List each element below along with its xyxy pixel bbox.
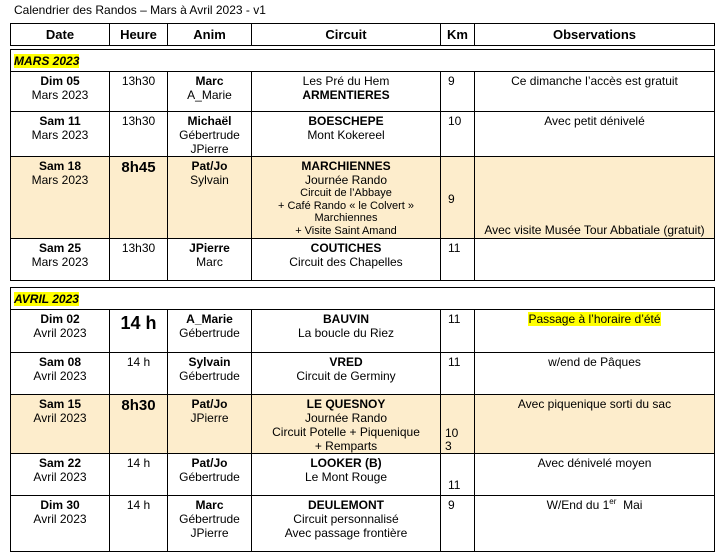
row-km: 11 (448, 355, 461, 369)
row-anim: Marc (195, 498, 224, 512)
document-title: Calendrier des Randos – Mars à Avril 2023 - v1 (14, 3, 266, 17)
row-day: Sam 11 (39, 114, 81, 128)
row-circuit: LE QUESNOY (306, 397, 386, 411)
row-day: Sam 08 (38, 355, 82, 369)
row-circuit: Mont Kokereel (307, 128, 385, 142)
row-anim: Gébertrude (179, 326, 240, 340)
row-day: Dim 05 (40, 74, 80, 88)
row-day: Sam 15 (38, 397, 82, 411)
row-observation: Ce dimanche l’accès est gratuit (511, 74, 678, 88)
row-anim: Marc (195, 74, 224, 88)
row-circuit: MARCHIENNES (301, 159, 391, 173)
row-time: 14 h (126, 456, 151, 470)
table-row (11, 72, 715, 112)
row-anim: Pat/Jo (191, 397, 228, 411)
row-circuit: Circuit de l’Abbaye (300, 187, 392, 199)
row-anim: Gébertrude (179, 369, 240, 383)
rando-calendar-table (10, 23, 715, 559)
row-anim: Pat/Jo (191, 159, 228, 173)
row-time: 14 h (120, 313, 157, 333)
row-date: Mars 2023 (31, 128, 89, 142)
header-row (11, 24, 715, 46)
row-observation: w/end de Pâques (548, 355, 641, 369)
row-circuit: ARMENTIERES (302, 88, 390, 102)
row-anim: Gébertrude (179, 512, 240, 526)
month-row-mars (11, 50, 715, 72)
row-circuit: Journée Rando (304, 411, 388, 425)
row-anim: A_Marie (187, 88, 232, 102)
row-km: 10 (445, 426, 459, 440)
row-date: Avril 2023 (33, 411, 87, 425)
row-time: 13h30 (121, 241, 156, 255)
row-day: Dim 02 (40, 312, 80, 326)
row-time: 8h45 (121, 159, 156, 176)
header-circuit: Circuit (252, 24, 441, 46)
row-anim: Marc (196, 255, 223, 269)
row-day: Dim 30 (40, 498, 80, 512)
row-observation: W/End du 1er Mai (546, 497, 643, 512)
header-km: Km (441, 24, 475, 46)
table-row (11, 157, 715, 239)
row-date: Mars 2023 (31, 88, 89, 102)
row-day: Sam 22 (38, 456, 82, 470)
row-circuit: Circuit de Germiny (296, 369, 396, 383)
row-circuit: Circuit Potelle + Piquenique (272, 425, 420, 439)
row-date: Avril 2023 (33, 369, 87, 383)
row-circuit: La boucle du Riez (297, 326, 395, 340)
row-day: Sam 18 (38, 159, 82, 173)
row-anim: JPierre (190, 411, 229, 425)
row-anim: JPierre (189, 241, 230, 255)
row-circuit: BOESCHEPE (308, 114, 384, 128)
row-km: 9 (448, 191, 455, 206)
row-observation: Passage à l’horaire d’été (528, 312, 661, 326)
row-circuit: Circuit des Chapelles (289, 255, 403, 269)
row-time: 8h30 (121, 397, 156, 414)
table-row (11, 496, 715, 552)
row-observation: Avec visite Musée Tour Abbatiale (gratuit) (484, 223, 705, 237)
row-circuit: Circuit personnalisé (293, 512, 399, 526)
row-anim: Gébertrude (179, 128, 240, 142)
row-circuit: LOOKER (B) (310, 456, 382, 470)
header-date: Date (11, 24, 110, 46)
row-circuit: VRED (329, 355, 363, 369)
table-row (11, 239, 715, 281)
row-circuit: + Remparts (314, 439, 378, 453)
header-heure: Heure (110, 24, 168, 46)
row-date: Mars 2023 (31, 255, 89, 269)
row-km: 11 (448, 478, 461, 492)
row-circuit: + Café Rando « le Colvert » (277, 199, 415, 212)
row-km: 9 (448, 74, 455, 88)
row-time: 13h30 (121, 114, 156, 128)
row-time: 14 h (126, 355, 151, 369)
row-anim: Michaël (187, 114, 232, 128)
row-km: 3 (445, 439, 452, 453)
table-row (11, 112, 715, 157)
row-circuit: Journée Rando (304, 173, 388, 187)
row-anim: Pat/Jo (191, 456, 228, 470)
row-km: 10 (448, 114, 462, 128)
table-row (11, 310, 715, 353)
row-circuit: BAUVIN (322, 312, 369, 326)
row-circuit: + Visite Saint Amand (295, 224, 397, 237)
row-circuit: Les Pré du Hem (302, 74, 390, 88)
row-anim: Sylvain (188, 355, 231, 369)
row-time: 14 h (126, 498, 151, 512)
row-anim: JPierre (190, 526, 229, 540)
row-observation: Avec dénivelé moyen (537, 456, 652, 470)
row-date: Avril 2023 (33, 326, 87, 340)
month-label: AVRIL 2023 (14, 291, 79, 306)
table-row (11, 353, 715, 395)
row-circuit: Marchiennes (314, 212, 378, 224)
row-circuit: DEULEMONT (308, 498, 384, 512)
row-anim: JPierre (190, 142, 229, 156)
month-row-avril (11, 288, 715, 310)
table-row (11, 395, 715, 454)
row-circuit: Le Mont Rouge (304, 470, 388, 484)
row-day: Sam 25 (38, 241, 82, 255)
row-anim: A_Marie (186, 312, 233, 326)
row-date: Mars 2023 (31, 173, 89, 187)
row-km: 11 (448, 241, 461, 255)
row-date: Avril 2023 (33, 512, 87, 526)
row-observation: Avec piquenique sorti du sac (517, 397, 672, 411)
row-anim: Sylvain (190, 173, 229, 187)
month-label: MARS 2023 (14, 53, 80, 68)
row-observation: Avec petit dénivelé (544, 114, 645, 128)
row-anim: Gébertrude (179, 470, 240, 484)
row-km: 9 (448, 498, 455, 512)
header-observations: Observations (475, 24, 715, 46)
row-time: 13h30 (121, 74, 156, 88)
row-circuit: COUTICHES (310, 241, 382, 255)
header-anim: Anim (168, 24, 252, 46)
row-circuit: Avec passage frontière (284, 526, 408, 540)
table-row (11, 454, 715, 496)
row-date: Avril 2023 (33, 470, 87, 484)
row-km: 11 (448, 312, 461, 326)
